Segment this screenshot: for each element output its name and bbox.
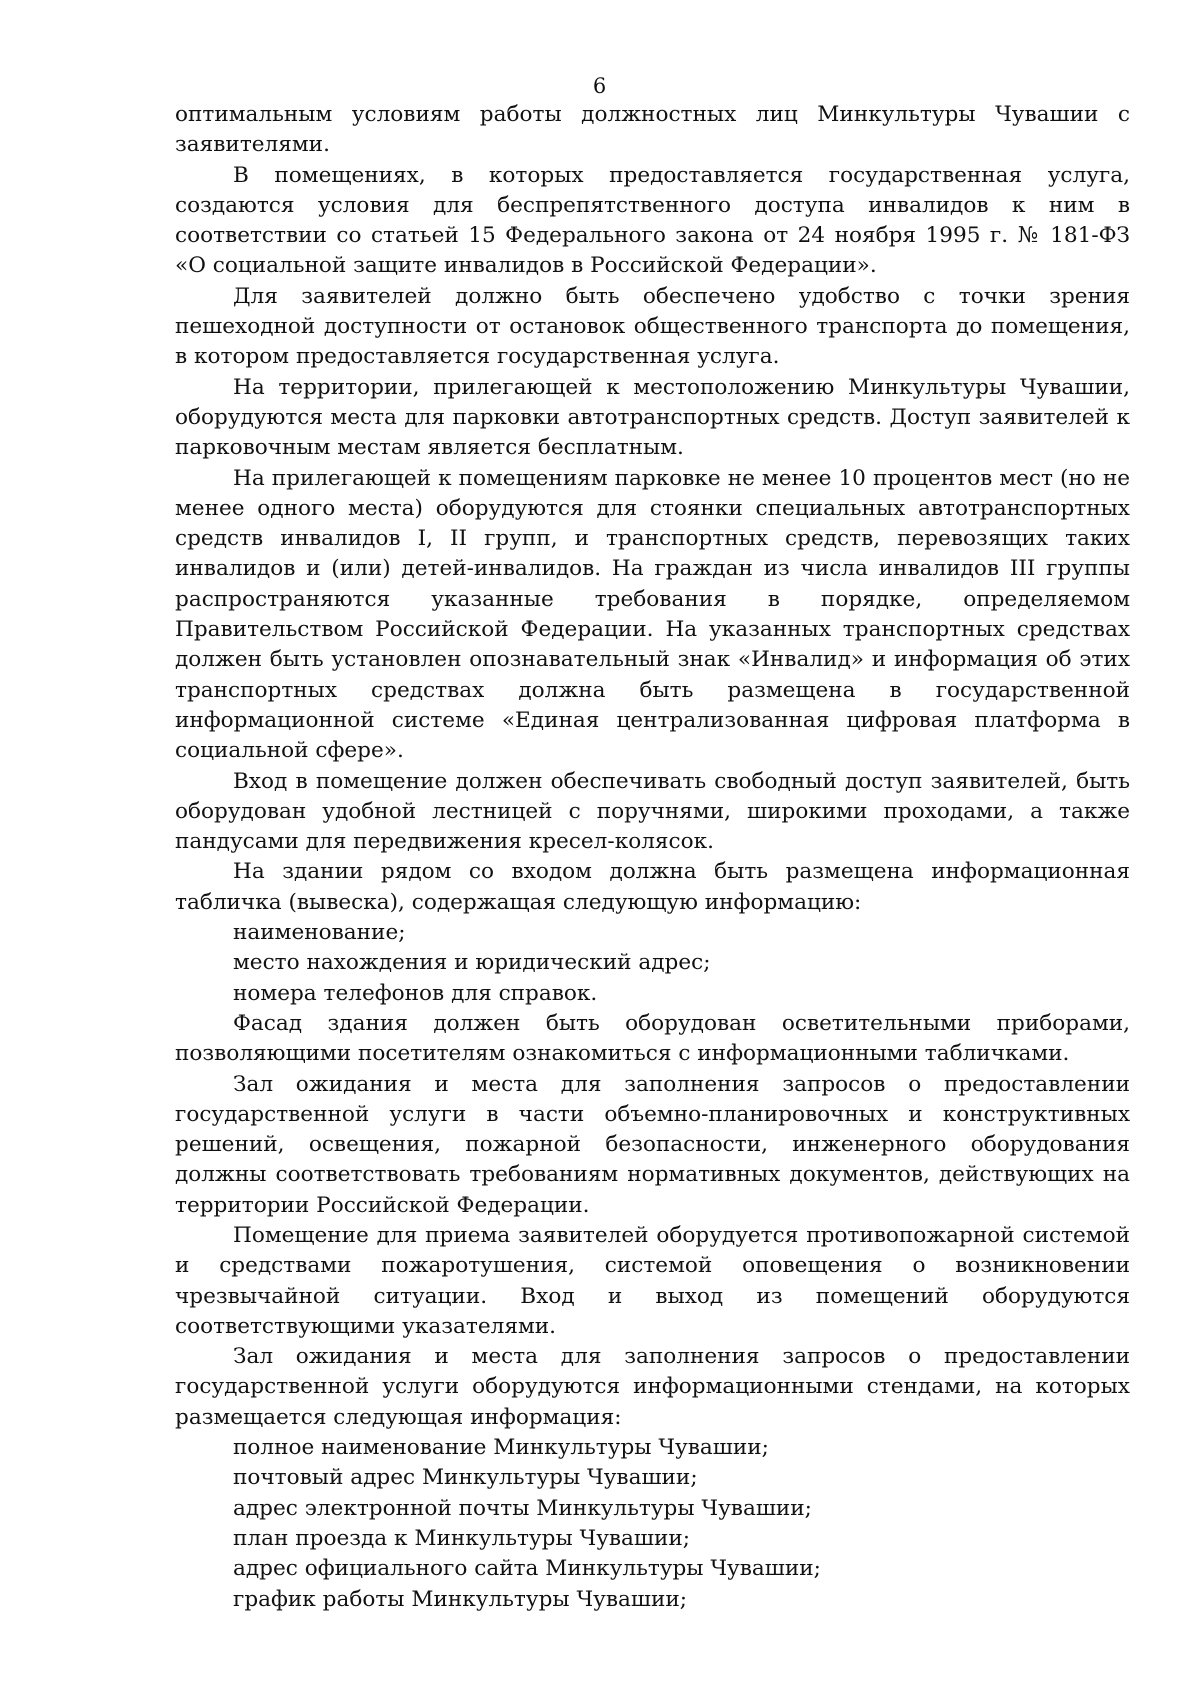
document-body xyxy=(175,100,1130,1615)
paragraph-disabled-access: В помещениях, в которых предоставляется государственная услуга, создаются условия для беспрепятственного доступа инвалидов к ним в соответствии со статьей 15 Федерального закона от 24 ноября 1995 г. № 181-ФЗ «О социальной защите инвалидов в Российской Федерации». xyxy=(175,162,1130,279)
paragraph-parking: На территории, прилегающей к местоположению Минкультуры Чувашии, оборудуются места для парковки автотранспортных средств. Доступ заявителей к парковочным местам является бесплатным. xyxy=(175,374,1130,461)
paragraph-sign: На здании рядом со входом должна быть размещена информационная табличка (вывеска), содержащая следующую информацию: xyxy=(175,859,1130,915)
list-item: номера телефонов для справок. xyxy=(233,980,598,1006)
list-item: график работы Минкультуры Чувашии; xyxy=(233,1586,688,1612)
paragraph-fire-safety: Помещение для приема заявителей оборудуется противопожарной системой и средствами пожаротушения, системой оповещения о возникновении чрезвычайной ситуации. Вход и выход из помещений оборудуются соответствующими указателями. xyxy=(175,1222,1130,1339)
list-item: адрес электронной почты Минкультуры Чувашии; xyxy=(233,1495,812,1521)
page-number: 6 xyxy=(592,74,607,98)
paragraph-facade: Фасад здания должен быть оборудован осветительными приборами, позволяющими посетителям ознакомиться с информационными табличками. xyxy=(175,1010,1130,1067)
paragraph-disabled-parking: На прилегающей к помещениям парковке не менее 10 процентов мест (но не менее одного места) оборудуются для стоянки специальных автотранспортных средств инвалидов I, II групп, и транспортных средств, перевозящих таких инвалидов и (или) детей-инвалидов. На граждан из числа инвалидов III группы распространяются указанные требования в порядке, определяемом Правительством Российской Федерации. На указанных транспортных средствах должен быть установлен опознавательный знак «Инвалид» и информация об этих транспортных средствах должна быть размещена в государственной информационной системе «Единая централизованная цифровая платформа в социальной сфере». xyxy=(175,465,1130,764)
list-item: адрес официального сайта Минкультуры Чувашии; xyxy=(233,1556,821,1582)
list-item: наименование; xyxy=(233,920,406,946)
paragraph-info-stands: Зал ожидания и места для заполнения запросов о предоставлении государственной услуги оборудуются информационными стендами, на которых размещается следующая информация: xyxy=(175,1344,1130,1430)
list-item: место нахождения и юридический адрес; xyxy=(233,950,711,976)
paragraph-entrance: Вход в помещение должен обеспечивать свободный доступ заявителей, быть оборудован удобной лестницей с поручнями, широкими проходами, а также пандусами для передвижения кресел-колясок. xyxy=(175,768,1130,855)
paragraph-continuation: оптимальным условиям работы должностных лиц Минкультуры Чувашии с заявителями. xyxy=(175,102,1130,158)
list-item: почтовый адрес Минкультуры Чувашии; xyxy=(233,1465,698,1491)
paragraph-pedestrian-access: Для заявителей должно быть обеспечено удобство с точки зрения пешеходной доступности от остановок общественного транспорта до помещения, в котором предоставляется государственная услуга. xyxy=(175,283,1130,370)
list-item: полное наименование Минкультуры Чувашии; xyxy=(233,1435,769,1461)
list-item: план проезда к Минкультуры Чувашии; xyxy=(233,1525,691,1551)
paragraph-waiting-hall: Зал ожидания и места для заполнения запросов о предоставлении государственной услуги в части объемно-планировочных и конструктивных решений, освещения, пожарной безопасности, инженерного оборудования должны соответствовать требованиям нормативных документов, действующих на территории Российской Федерации. xyxy=(175,1071,1130,1218)
